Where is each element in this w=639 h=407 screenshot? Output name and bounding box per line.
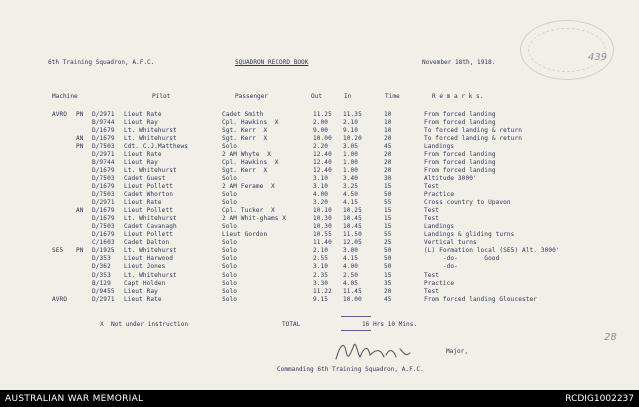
duration: 15	[384, 223, 392, 231]
duration: 15	[384, 182, 392, 190]
serial-number: C/1603	[92, 239, 115, 247]
remarks: Cross country to Upavon	[424, 199, 511, 207]
time-out: 2.20	[313, 142, 329, 150]
time-out: 11.40	[313, 239, 332, 247]
remarks: From forced landing	[424, 118, 496, 126]
serial-number: D/1679	[92, 231, 115, 239]
serial-number: D/362	[92, 263, 111, 271]
remarks: To forced landing & return	[424, 126, 522, 134]
pencil-folio-number: 28	[604, 332, 617, 343]
remarks: Practice	[424, 191, 455, 198]
passenger-name: Solo	[222, 287, 238, 295]
duration: 50	[384, 191, 392, 198]
pilot-name: Lieut Rate	[124, 295, 162, 303]
time-out: 3.10	[313, 174, 329, 182]
serial-number: D/1925	[92, 247, 115, 255]
pilot-name: Lt. Whitehurst	[124, 247, 177, 255]
time-in: 10.25	[343, 207, 362, 215]
remarks: -do- Good	[424, 255, 500, 263]
pilot-name: Lt. Whitehurst	[124, 166, 177, 174]
time-in: 12.05	[343, 239, 362, 247]
pilot-name: Lieut Ray	[124, 287, 158, 295]
serial-number: D/7503	[92, 191, 115, 198]
remarks: From forced landing	[424, 158, 496, 166]
pilot-name: Lieut Pollett	[124, 231, 173, 239]
serial-number: D/7503	[92, 174, 115, 182]
remarks: Test	[424, 287, 440, 295]
pilot-name: Lt. Whitehurst	[124, 126, 177, 134]
duration: 45	[384, 142, 392, 150]
duration: 10	[384, 118, 392, 126]
duration: 20	[384, 134, 392, 142]
pilot-name: Capt Holden	[124, 279, 166, 287]
pilot-name: Lieut Rate	[124, 150, 162, 158]
time-in: 4.00	[343, 263, 359, 271]
passenger-name: Solo	[222, 271, 238, 279]
passenger-name: Lieut Gordon	[222, 231, 268, 239]
time-in: 10.00	[343, 295, 362, 303]
time-in: 3.25	[343, 182, 359, 190]
total-rule-bottom	[341, 330, 371, 331]
time-out: 2.00	[313, 118, 329, 126]
serial-number: D/1679	[92, 207, 115, 215]
remarks: Landings & gliding turns	[424, 231, 515, 239]
stamp-inner-mark	[528, 28, 606, 72]
time-out: 10.30	[313, 223, 332, 231]
time-in: 4.15	[343, 199, 359, 207]
time-in: 1.00	[343, 150, 359, 158]
time-out: 3.30	[313, 279, 329, 287]
time-in: 3.05	[343, 142, 359, 150]
time-out: 10.30	[313, 215, 332, 223]
time-out: 11.22	[313, 287, 332, 295]
remarks: Vertical turns	[424, 239, 477, 247]
passenger-name: Cpl. Hawkins X	[222, 118, 279, 126]
machine-class: AN	[76, 207, 84, 215]
passenger-name: Solo	[222, 239, 238, 247]
passenger-name: Sgt. Kerr X	[222, 166, 268, 174]
time-out: 9.00	[313, 126, 329, 134]
duration: 50	[384, 247, 392, 255]
time-out: 10.55	[313, 231, 332, 239]
total-label: TOTAL	[282, 321, 301, 328]
time-out: 2.10	[313, 247, 329, 255]
serial-number: D/1679	[92, 166, 115, 174]
time-out: 2.55	[313, 255, 329, 263]
duration: 55	[384, 199, 392, 207]
time-in: 11.50	[343, 231, 362, 239]
time-out: 3.10	[313, 263, 329, 271]
serial-number: D/9455	[92, 287, 115, 295]
archive-reference: RCDIG1002237	[565, 394, 634, 404]
duration: 20	[384, 158, 392, 166]
remarks: To forced landing & return	[424, 134, 522, 142]
col-time: Time	[385, 93, 400, 100]
time-in: 4.50	[343, 191, 359, 198]
total-rule-top	[341, 316, 371, 317]
remarks: From forced landing	[424, 110, 496, 118]
time-out: 12.40	[313, 166, 332, 174]
pencil-page-number: 439	[588, 52, 608, 63]
remarks: Practice	[424, 279, 455, 287]
time-in: 4.05	[343, 279, 359, 287]
serial-number: D/353	[92, 255, 111, 263]
pilot-name: Lieut Pollett	[124, 207, 173, 215]
duration: 10	[384, 126, 392, 134]
time-in: 10.45	[343, 223, 362, 231]
total-value: 16 Hrs 10 Mins.	[362, 321, 418, 328]
pilot-name: Lieut Pollett	[124, 182, 173, 190]
serial-number: D/7503	[92, 142, 115, 150]
document-title: SQUADRON RECORD BOOK	[235, 59, 309, 66]
signatory-rank: Major,	[446, 348, 469, 355]
duration: 35	[384, 279, 392, 287]
remarks: Landings	[424, 223, 455, 231]
pilot-name: Lt. Whitehurst	[124, 271, 177, 279]
time-in: 10.20	[343, 134, 362, 142]
duration: 10	[384, 110, 392, 118]
passenger-name: Cadet Smith	[222, 110, 264, 118]
record-date: November 18th, 1918.	[422, 59, 496, 66]
serial-number: B/9744	[92, 158, 115, 166]
pilot-name: Lt. Whitehurst	[124, 215, 177, 223]
time-out: 3.20	[313, 199, 329, 207]
passenger-name: Cpl. Tucker X	[222, 207, 275, 215]
passenger-name: Solo	[222, 191, 238, 198]
remarks: (L) Formation local (SE5) Alt. 3000'	[424, 247, 560, 255]
duration: 15	[384, 207, 392, 215]
passenger-name: Solo	[222, 247, 238, 255]
duration: 15	[384, 215, 392, 223]
remarks: Test	[424, 182, 440, 190]
duration: 20	[384, 166, 392, 174]
pilot-name: Cadet Cavanagh	[124, 223, 177, 231]
duration: 55	[384, 231, 392, 239]
col-out: Out	[311, 93, 323, 100]
time-out: 11.25	[313, 110, 332, 118]
time-out: 3.10	[313, 182, 329, 190]
pilot-name: Lieut Rate	[124, 110, 162, 118]
pilot-name: Cadet Guest	[124, 174, 166, 182]
handwritten-signature	[330, 333, 440, 367]
serial-number: D/2971	[92, 110, 115, 118]
pilot-name: Lt. Whitehurst	[124, 134, 177, 142]
col-in: In	[344, 93, 352, 100]
machine-type: SE5	[52, 247, 64, 255]
passenger-name: Solo	[222, 255, 238, 263]
pilot-name: Lieut Ray	[124, 158, 158, 166]
remarks: Test	[424, 271, 440, 279]
time-out: 9.15	[313, 295, 329, 303]
time-in: 11.45	[343, 287, 362, 295]
time-in: 3.40	[343, 174, 359, 182]
serial-number: D/2971	[92, 295, 115, 303]
serial-number: D/2971	[92, 150, 115, 158]
duration: 15	[384, 271, 392, 279]
remarks: Landings	[424, 142, 455, 150]
serial-number: D/1679	[92, 134, 115, 142]
time-out: 2.35	[313, 271, 329, 279]
duration: 20	[384, 150, 392, 158]
signatory-line: Commanding 6th Training Squadron, A.F.C.	[277, 366, 424, 373]
duration: 45	[384, 295, 392, 303]
passenger-name: Solo	[222, 174, 238, 182]
col-pilot: Pilot	[152, 93, 171, 100]
passenger-name: 2 AM Whit-ghams X	[222, 215, 287, 223]
archive-footer-bar	[0, 390, 639, 407]
machine-class: PN	[76, 247, 84, 255]
passenger-name: Sgt. Kerr X	[222, 134, 268, 142]
col-passenger: Passenger	[235, 93, 269, 100]
machine-type: AVRO	[52, 110, 68, 118]
passenger-name: Solo	[222, 279, 238, 287]
pilot-name: Lieut Jones	[124, 263, 166, 271]
time-out: 10.10	[313, 207, 332, 215]
duration: 25	[384, 239, 392, 247]
passenger-name: Solo	[222, 263, 238, 271]
passenger-name: Cpl. Hawkins X	[222, 158, 279, 166]
machine-class: PN	[76, 142, 84, 150]
remarks: Altitude 3000'	[424, 174, 477, 182]
serial-number: D/353	[92, 271, 111, 279]
serial-number: D/1679	[92, 126, 115, 134]
col-machine: Machine	[52, 93, 78, 100]
time-in: 11.35	[343, 110, 362, 118]
remarks: Test	[424, 215, 440, 223]
passenger-name: Solo	[222, 142, 238, 150]
time-in: 1.00	[343, 158, 359, 166]
archive-name: AUSTRALIAN WAR MEMORIAL	[5, 394, 144, 404]
time-in: 2.50	[343, 271, 359, 279]
time-out: 12.40	[313, 158, 332, 166]
passenger-name: 2 AM Ferame X	[222, 182, 275, 190]
pilot-name: Cdt. C.J.Matthews	[124, 142, 189, 150]
pilot-name: Cadet Dalton	[124, 239, 170, 247]
col-remarks: R e m a r k s.	[432, 93, 484, 100]
passenger-name: Solo	[222, 223, 238, 231]
serial-number: D/2971	[92, 199, 115, 207]
pilot-name: Lieut Ray	[124, 118, 158, 126]
unit-name: 6th Training Squadron, A.F.C.	[48, 59, 155, 66]
time-in: 2.10	[343, 118, 359, 126]
time-in: 4.15	[343, 255, 359, 263]
duration: 30	[384, 174, 392, 182]
time-in: 3.00	[343, 247, 359, 255]
serial-number: D/7503	[92, 223, 115, 231]
footnote: X Not under instruction	[100, 321, 189, 328]
time-out: 10.00	[313, 134, 332, 142]
pilot-name: Lieut Rate	[124, 199, 162, 207]
remarks: From forced landing	[424, 166, 496, 174]
passenger-name: 2 AM Whyte X	[222, 150, 271, 158]
passenger-name: Solo	[222, 295, 238, 303]
machine-type: AVRO	[52, 295, 68, 303]
time-out: 4.00	[313, 191, 329, 198]
passenger-name: Solo	[222, 199, 238, 207]
remarks: From forced landing Gloucester	[424, 295, 538, 303]
serial-number: D/1679	[92, 215, 115, 223]
remarks: -do-	[424, 263, 458, 271]
machine-class: AN	[76, 134, 84, 142]
duration: 50	[384, 263, 392, 271]
machine-class: PN	[76, 110, 84, 118]
time-in: 1.00	[343, 166, 359, 174]
time-out: 12.40	[313, 150, 332, 158]
serial-number: B/9744	[92, 118, 115, 126]
pilot-name: Lieut Harwood	[124, 255, 173, 263]
serial-number: D/1679	[92, 182, 115, 190]
remarks: Test	[424, 207, 440, 215]
pilot-name: Cadet Whorton	[124, 191, 173, 198]
duration: 20	[384, 287, 392, 295]
time-in: 9.10	[343, 126, 359, 134]
remarks: From forced landing	[424, 150, 496, 158]
duration: 50	[384, 255, 392, 263]
time-in: 10.45	[343, 215, 362, 223]
serial-number: B/129	[92, 279, 111, 287]
passenger-name: Sgt. Kerr X	[222, 126, 268, 134]
